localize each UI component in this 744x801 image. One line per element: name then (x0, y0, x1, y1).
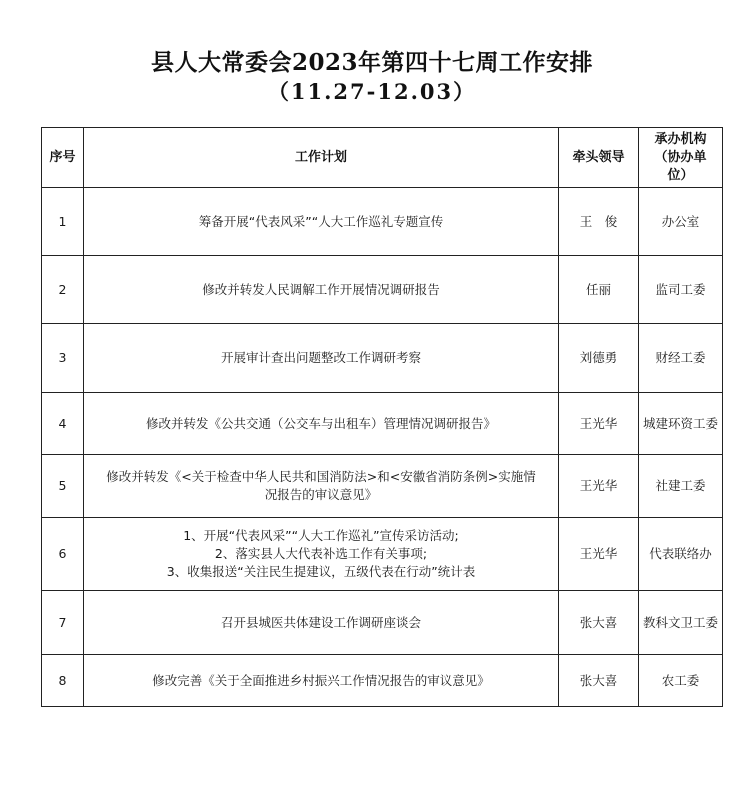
cell-plan (84, 655, 559, 707)
cell-leader: 刘德勇 (559, 324, 639, 393)
cell-plan (84, 455, 559, 518)
plan-line: 筹备开展“代表风采”“人大工作巡礼专题宣传 (198, 213, 444, 229)
cell-leader: 任丽 (559, 256, 639, 324)
header-plan: 工作计划 (84, 128, 559, 188)
schedule-table (41, 127, 723, 707)
cell-org: 社建工委 (639, 455, 723, 518)
table-row (42, 591, 723, 655)
page-title: 县人大常委会2023年第四十七周工作安排 (150, 49, 593, 76)
cell-org: 农工委 (639, 655, 723, 707)
cell-seq: 3 (42, 324, 84, 393)
cell-org: 办公室 (639, 188, 723, 256)
cell-leader: 张大喜 (559, 655, 639, 707)
plan-line: 开展审计查出问题整改工作调研考察 (220, 350, 421, 365)
table-row (42, 393, 723, 455)
plan-line: 修改并转发《公共交通（公交车与出租车）管理情况调研报告》 (145, 415, 496, 431)
cell-plan (84, 256, 559, 324)
cell-leader: 王光华 (559, 455, 639, 518)
cell-leader: 王光华 (559, 518, 639, 591)
cell-seq: 5 (42, 455, 84, 518)
header-leader: 牵头领导 (559, 128, 639, 188)
cell-seq: 6 (42, 518, 84, 591)
cell-plan (84, 393, 559, 455)
plan-line: 1、开展“代表风采”“人大工作巡礼”宣传采访活动; (183, 528, 459, 543)
plan-line: 2、落实县人大代表补选工作有关事项; (214, 546, 428, 561)
cell-seq: 8 (42, 655, 84, 707)
cell-plan (84, 324, 559, 393)
cell-leader: 王光华 (559, 393, 639, 455)
plan-line: 修改完善《关于全面推进乡村振兴工作情况报告的审议意见》 (152, 672, 490, 688)
plan-line: 修改并转发人民调解工作开展情况调研报告 (202, 281, 440, 297)
cell-org: 教科文卫工委 (639, 591, 723, 655)
table-row (42, 324, 723, 393)
plan-line: 3、收集报送“关注民生提建议，五级代表在行动”统计表 (166, 564, 476, 579)
header-row (42, 128, 723, 188)
plan-line: 召开县城医共体建设工作调研座谈会 (220, 614, 421, 630)
plan-line: 修改并转发《<关于检查中华人民共和国消防法>和<安徽省消防条例>实施情 (106, 469, 536, 484)
table-row (42, 256, 723, 324)
header-seq: 序号 (42, 128, 84, 188)
cell-plan (84, 188, 559, 256)
cell-leader: 张大喜 (559, 591, 639, 655)
table-row (42, 518, 723, 591)
plan-line: 况报告的审议意见》 (264, 487, 378, 502)
cell-org: 财经工委 (639, 324, 723, 393)
cell-seq: 1 (42, 188, 84, 256)
header-org: 承办机构（协办单位） (639, 128, 723, 188)
table-row (42, 188, 723, 256)
page-subtitle-date-range: （11.27-12.03） (267, 79, 477, 104)
cell-seq: 7 (42, 591, 84, 655)
cell-seq: 4 (42, 393, 84, 455)
cell-plan (84, 518, 559, 591)
cell-org: 城建环资工委 (639, 393, 723, 455)
table-row (42, 655, 723, 707)
cell-seq: 2 (42, 256, 84, 324)
cell-org: 代表联络办 (639, 518, 723, 591)
cell-leader: 王 俊 (559, 188, 639, 256)
cell-plan (84, 591, 559, 655)
table-row (42, 455, 723, 518)
cell-org: 监司工委 (639, 256, 723, 324)
